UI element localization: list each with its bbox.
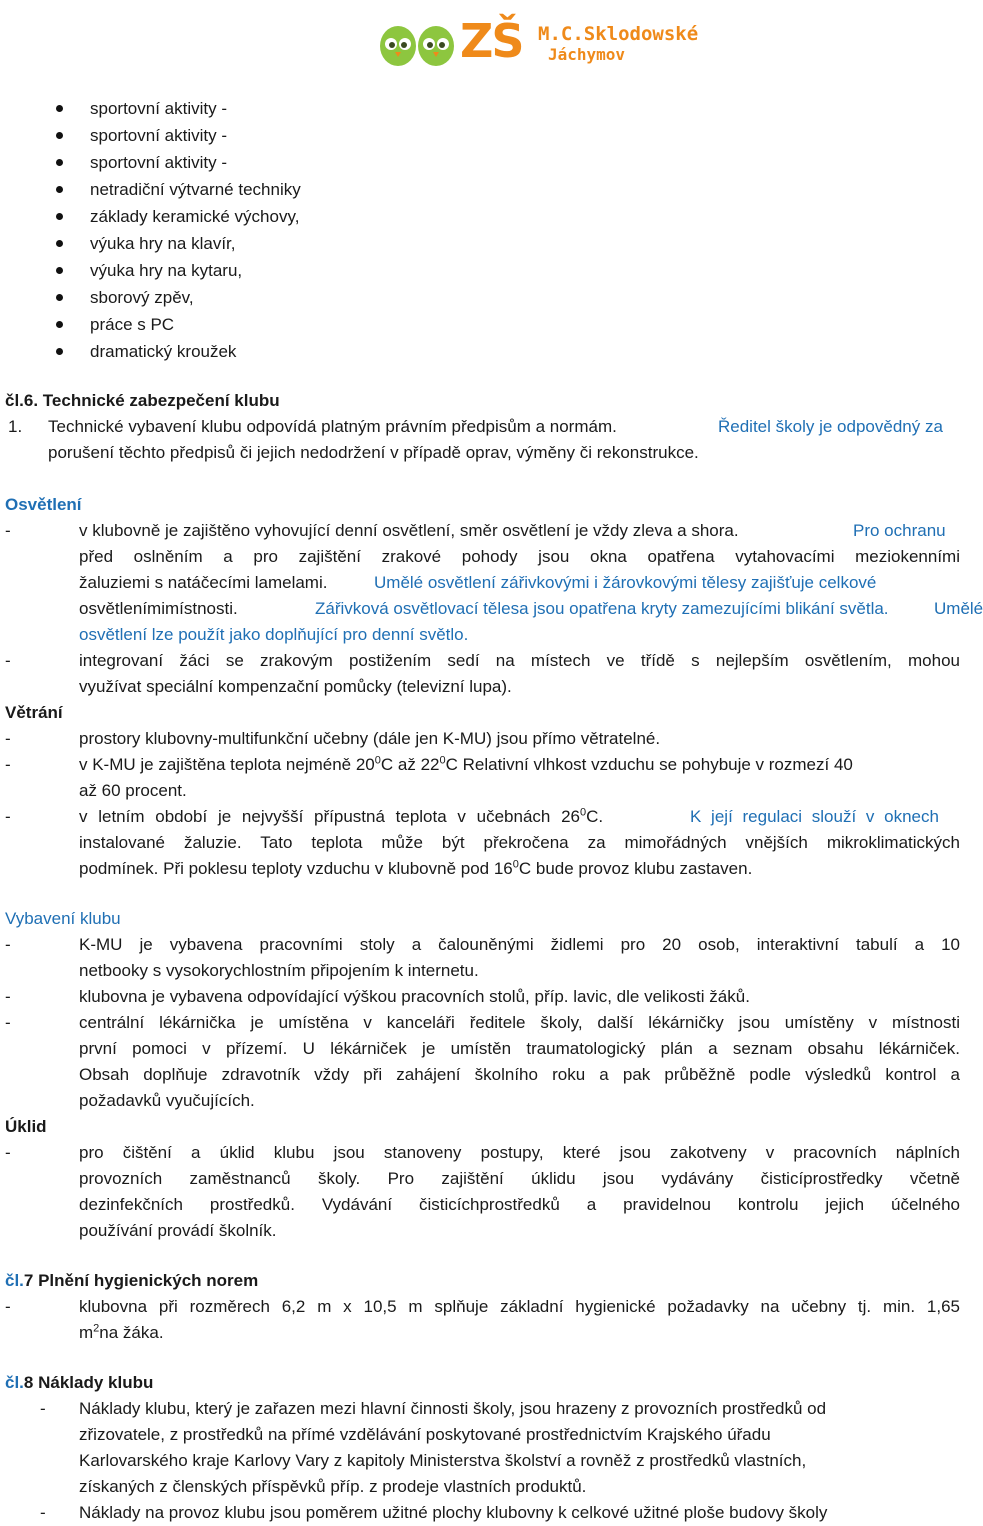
costs-line4: získaných z členských příspěvků příp. z prodeje vlastních produktů. <box>79 1477 587 1496</box>
sec6-text-1a: Technické vybavení klubu odpovídá platným právním předpisům a normám. <box>48 417 617 436</box>
cleaning-heading: Úklid <box>5 1117 47 1136</box>
list-item: dramatický kroužek <box>54 338 301 365</box>
bullet-icon <box>56 132 63 139</box>
list-item: sportovní aktivity - <box>54 149 301 176</box>
list-item: práce s PC <box>54 311 301 338</box>
lighting-line2: před oslněním a pro zajištění zrakové pohody jsou okna opatřena vytahovacími meziokenními <box>79 547 960 566</box>
sec6-paragraph-line2: porušení těchto předpisů či jejich nedodržení v případě oprav, výměny či rekonstrukce. <box>48 443 699 462</box>
costs-line3: Karlovarského kraje Karlovy Vary z kapitoly Ministerstva školství a rovněž z prostředků vlastních, <box>79 1451 807 1470</box>
bullet-icon <box>56 213 63 220</box>
bullet-icon <box>56 321 63 328</box>
lighting-heading: Osvětlení <box>5 495 82 514</box>
logo-zs: ZŠ <box>460 14 523 68</box>
equipment-line5: první pomoci v přízemí. U lékárniček je umístěn traumatologický plán a seznam obsahu lékárniček. <box>79 1039 960 1058</box>
list-item: sportovní aktivity - <box>54 122 301 149</box>
lighting-line3: žaluziemi s natáčecími lamelami. Umělé osvětlení zářivkovými i žárovkovými tělesy zajišťuje celkové <box>79 573 877 592</box>
bullet-icon <box>56 294 63 301</box>
section-6-heading: čl.6. Technické zabezpečení klubu <box>5 391 280 410</box>
equipment-line7: požadavků vyučujících. <box>79 1091 255 1110</box>
lighting-line5: osvětlení lze použít jako doplňující pro denní světlo. <box>79 625 469 644</box>
costs-line2: zřizovatele, z prostředků na přímé vzdělávání poskytované prostřednictvím Krajského úřadu <box>79 1425 771 1444</box>
equipment-heading: Vybavení klubu <box>5 909 121 928</box>
bullet-icon <box>56 240 63 247</box>
ventilation-line6: podmínek. Při poklesu teploty vzduchu v klubovně pod $16^0C$ bude provoz klubu zastaven. <box>79 858 753 878</box>
bullet-icon <box>56 159 63 166</box>
hygiene-line2: $m^2na$ žáka. <box>79 1322 164 1342</box>
lighting-line7: využívat speciální kompenzační pomůcky (televizní lupa). <box>79 677 512 696</box>
cleaning-line2: provozních zaměstnanců školy. Pro zajištění úklidu jsou vydávány čisticíprostředky včetně <box>79 1169 960 1188</box>
list-item: sborový zpěv, <box>54 284 301 311</box>
ventilation-line5: instalované žaluzie. Tato teplota může být překročena za mimořádných vnějších mikroklimatických <box>79 833 960 852</box>
bullet-icon <box>56 267 63 274</box>
list-item: výuka hry na kytaru, <box>54 257 301 284</box>
list-item: sportovní aktivity - <box>54 95 301 122</box>
logo-school-name: M.C.Sklodowské <box>538 23 699 45</box>
activities-list <box>54 95 301 365</box>
bullet-icon <box>56 105 63 112</box>
sec6-paragraph-line1 <box>8 414 960 440</box>
list-item: netradiční výtvarné techniky <box>54 176 301 203</box>
list-item: základy keramické výchovy, <box>54 203 301 230</box>
owls-logo-icon <box>378 20 458 70</box>
sec6-num: 1. <box>8 417 23 436</box>
ventilation-line3: až 60 procent. <box>79 781 187 800</box>
section-8-heading: čl.8 Náklady klubu <box>5 1373 154 1392</box>
logo-town: Jáchymov <box>548 45 626 64</box>
list-item: výuka hry na klavír, <box>54 230 301 257</box>
sec6-text-1b: Ředitel školy je odpovědný za <box>718 417 943 436</box>
section-7-heading: čl.7 Plnění hygienických norem <box>5 1271 259 1290</box>
cleaning-line3: dezinfekčních prostředků. Vydávání čisticíchprostředků a pravidelnou kontrolu jejich účelného <box>79 1195 960 1214</box>
bullet-icon <box>56 348 63 355</box>
school-logo <box>378 10 699 72</box>
ventilation-heading: Větrání <box>5 703 63 722</box>
bullet-icon <box>56 186 63 193</box>
lighting-line4: osvětlenímimístnosti. Zářivková osvětlovací tělesa jsou opatřena kryty zamezujícími blikání světla. Umělé <box>79 599 983 618</box>
equipment-line2: netbooky s vysokorychlostním připojením k internetu. <box>79 961 479 980</box>
cleaning-line4: používání provádí školník. <box>79 1221 277 1240</box>
equipment-line6: Obsah doplňuje zdravotník vždy při zahájení školního roku a pak průběžně podle výsledků kontrol a <box>79 1065 960 1084</box>
